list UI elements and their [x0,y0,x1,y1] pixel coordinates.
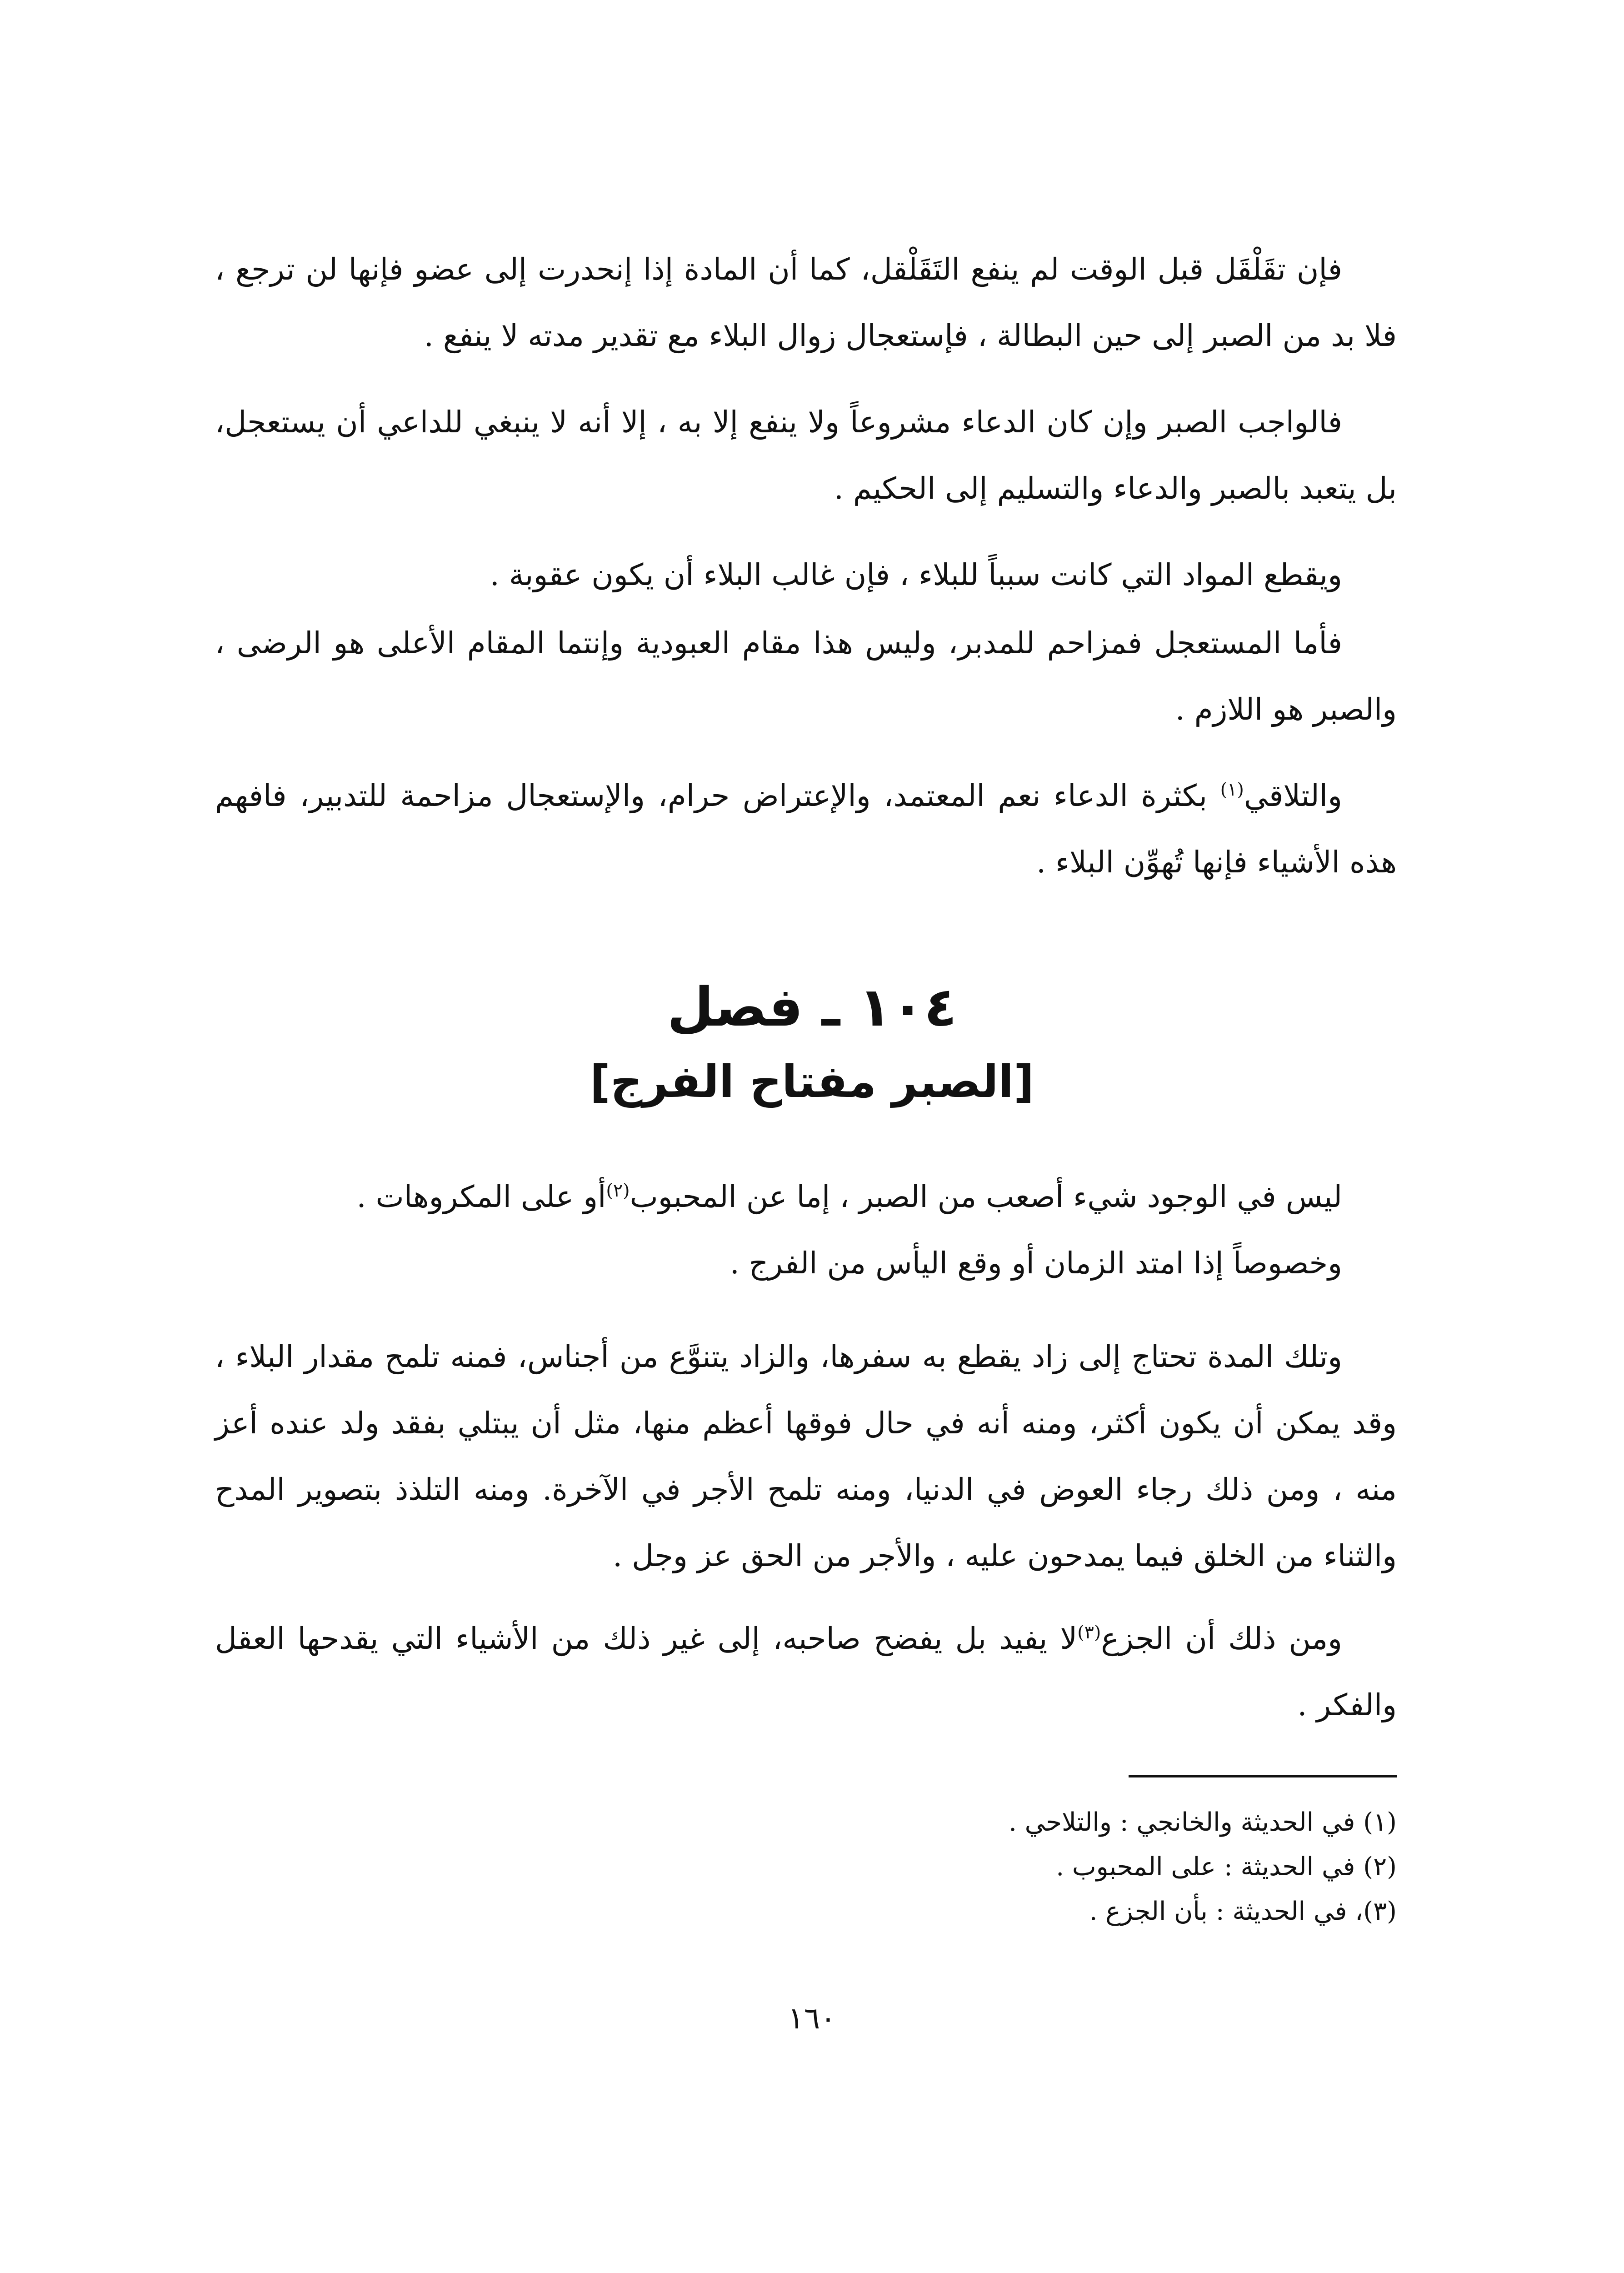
footnote-1: (١) في الحديثة والخانجي : والتلاحي . [1009,1807,1397,1837]
paragraph-9 [215,1606,1397,1738]
footnote-2: (٢) في الحديثة : على المحبوب . [1056,1852,1397,1882]
footnote-ref-1: (١) [1220,779,1244,800]
paragraph-6-end: أو على المكروهات . [356,1179,606,1214]
section-title: ١٠٤ ـ فصل [667,976,957,1038]
footnote-ref-2: (٢) [606,1180,630,1201]
paragraph-5 [215,763,1397,896]
paragraph-5-end: بكثرة الدعاء نعم المعتمد، والإعتراض حرام، والإستعجال مزاحمة للتدبير، فافهم هذه الأشياء فإنها تُهوِّن البلاء . [215,778,1397,880]
paragraph-7: وخصوصاً إذا امتد الزمان أو وقع اليأس من الفرج . [730,1246,1342,1281]
section-subtitle: [الصبر مفتاح الفرج] [590,1056,1034,1108]
paragraph-8: وتلك المدة تحتاج إلى زاد يقطع به سفرها، والزاد يتنوَّع من أجناس، فمنه تلمح مقدار البلاء ، وقد يمكن أن يكون أكثر، ومنه أنه في حال فوقها أعظم منها، مثل أن يبتلي بفقد ولد عنده أعز منه ، ومن ذلك رجاء العوض في الدنيا، ومنه تلمح الأجر في الآخرة. ومنه التلذذ بتصوير المدح والثناء من الخلق فيما يمدحون عليه ، والأجر من الحق عز وجل . [215,1339,1397,1573]
paragraph-3: ويقطع المواد التي كانت سبباً للبلاء ، فإن غالب البلاء أن يكون عقوبة . [490,557,1342,592]
paragraph-9-start: ومن ذلك أن الجزع [1101,1621,1343,1656]
paragraph-9-end: لا يفيد بل يفضح صاحبه، إلى غير ذلك من الأشياء التي يقدحها العقل والفكر . [215,1621,1397,1722]
paragraph-5-start: والتلاقي [1244,778,1342,813]
body-text-bottom [215,1164,1397,1738]
footnote-divider [1129,1775,1397,1777]
paragraph-6-start: ليس في الوجود شيء أصعب من الصبر ، إما عن المحبوب [630,1179,1342,1214]
paragraph-2: فالواجب الصبر وإن كان الدعاء مشروعاً ولا ينفع إلا به ، إلا أنه لا ينبغي للداعي أن يستعجل، بل يتعبد بالصبر والدعاء والتسليم إلى الحكيم . [215,405,1397,506]
paragraph-4: فأما المستعجل فمزاحم للمدبر، وليس هذا مقام العبودية وإنتما المقام الأعلى هو الرضى ، والصبر هو اللازم . [215,626,1397,727]
paragraph-6 [215,1164,1397,1230]
footnote-3: (٣)، في الحديثة : بأن الجزع . [1089,1897,1397,1926]
footnotes [215,1800,1397,1934]
paragraph-1: فإن تقَلْقَل قبل الوقت لم ينفع التَقَلْقل، كما أن المادة إذا إنحدرت إلى عضو فإنها لن ترجع ، فلا بد من الصبر إلى حين البطالة ، فإستعجال زوال البلاء مع تقدير مدته لا ينفع . [215,252,1397,353]
page-number: ١٦٠ [788,2001,836,2036]
body-text-top [215,236,1397,896]
footnote-ref-3: (٣) [1077,1622,1101,1643]
